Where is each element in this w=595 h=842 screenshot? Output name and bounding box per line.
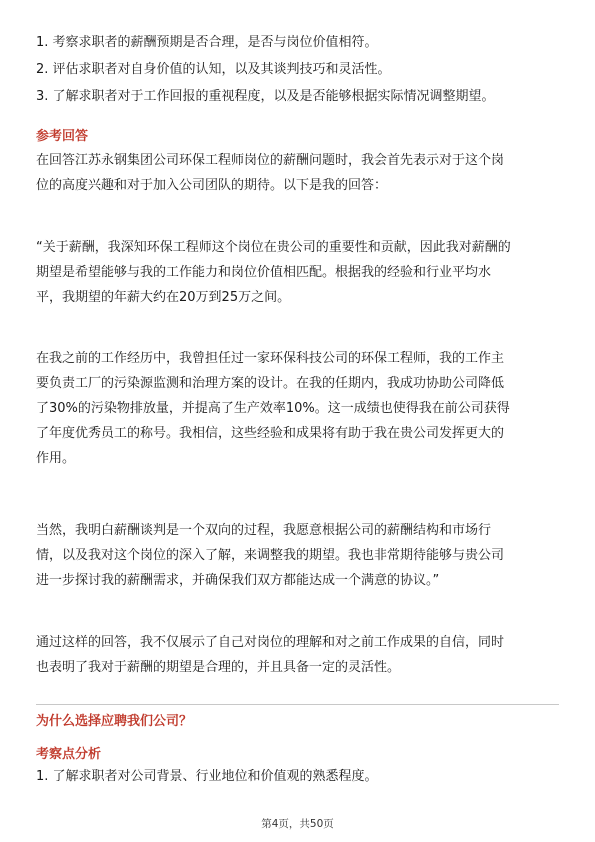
intro-line: 在回答江苏永钢集团公司环保工程师岗位的薪酬问题时，我会首先表示对于这个岗 bbox=[36, 153, 505, 168]
answer-line: 平，我期望的年薪大约在20万到25万之间。 bbox=[36, 290, 291, 305]
conclusion-line: 通过这样的回答，我不仅展示了自己对岗位的理解和对之前工作成果的自信，同时 bbox=[36, 635, 505, 650]
answer-line: “关于薪酬，我深知环保工程师这个岗位在贵公司的重要性和贡献，因此我对薪酬的 bbox=[36, 240, 511, 255]
answer-line: 了30%的污染物排放量，并提高了生产效率10%。这一成绩也使得我在前公司获得 bbox=[36, 401, 510, 416]
list-item: 2. 评估求职者对自身价值的认知，以及其谈判技巧和灵活性。 bbox=[36, 62, 391, 77]
answer-paragraph-negotiation bbox=[36, 518, 504, 593]
question-heading: 为什么选择应聘我们公司？ bbox=[36, 714, 193, 729]
list-item: 3. 了解求职者对于工作回报的重视程度，以及是否能够根据实际情况调整期望。 bbox=[36, 89, 495, 104]
answer-line: 进一步探讨我的薪酬需求，并确保我们双方都能达成一个满意的协议。” bbox=[36, 573, 440, 588]
answer-paragraph-salary bbox=[36, 235, 511, 310]
answer-line: 期望是希望能够与我的工作能力和岗位价值相匹配。根据我的经验和行业平均水 bbox=[36, 265, 492, 280]
list-item: 1. 考察求职者的薪酬预期是否合理，是否与岗位价值相符。 bbox=[36, 35, 378, 50]
answer-line: 要负责工厂的污染源监测和治理方案的设计。在我的任期内，我成功协助公司降低 bbox=[36, 376, 505, 391]
answer-line: 情，以及我对这个岗位的深入了解，来调整我的期望。我也非常期待能够与贵公司 bbox=[36, 548, 505, 563]
page-number-footer: 第4页，共50页 bbox=[261, 818, 334, 830]
intro-paragraph bbox=[36, 148, 504, 198]
answer-line: 了年度优秀员工的称号。我相信，这些经验和成果将有助于我在贵公司发挥更大的 bbox=[36, 426, 505, 441]
analysis-heading: 考察点分析 bbox=[36, 747, 102, 762]
intro-line: 位的高度兴趣和对于加入公司团队的期待。以下是我的回答： bbox=[36, 178, 388, 193]
answer-line: 作用。 bbox=[36, 451, 76, 466]
conclusion-line: 也表明了我对于薪酬的期望是合理的，并且具备一定的灵活性。 bbox=[36, 660, 401, 675]
analysis-list-item: 1. 了解求职者对公司背景、行业地位和价值观的熟悉程度。 bbox=[36, 769, 378, 784]
section-divider bbox=[36, 704, 559, 705]
conclusion-paragraph bbox=[36, 630, 504, 680]
answer-line: 当然，我明白薪酬谈判是一个双向的过程，我愿意根据公司的薪酬结构和市场行 bbox=[36, 523, 492, 538]
reference-answer-heading: 参考回答 bbox=[36, 129, 89, 144]
answer-line: 在我之前的工作经历中，我曾担任过一家环保科技公司的环保工程师，我的工作主 bbox=[36, 351, 505, 366]
answer-paragraph-experience bbox=[36, 346, 510, 471]
